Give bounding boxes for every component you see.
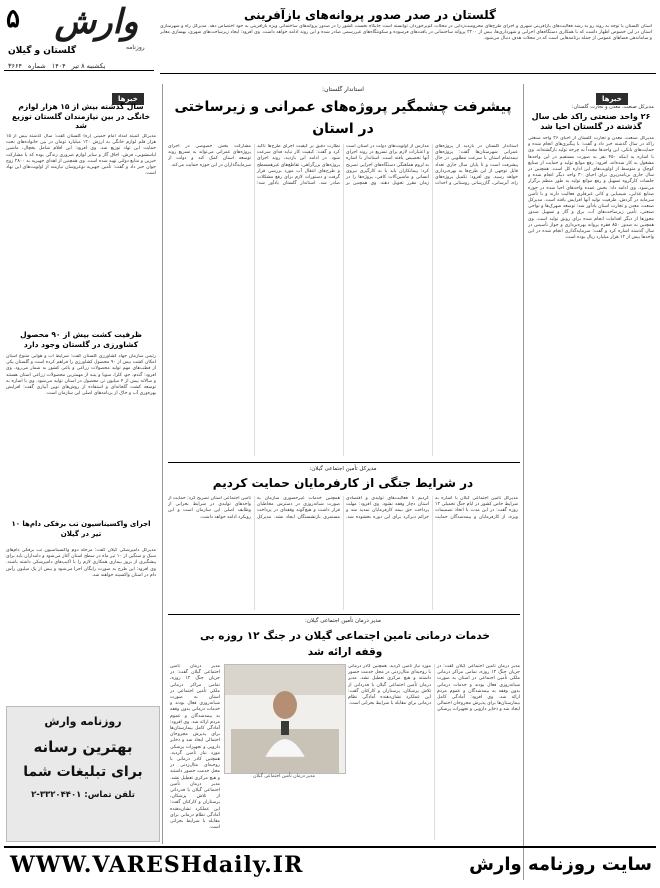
photo-caption: مدیر درمان تأمین اجتماعی گیلان <box>253 774 315 779</box>
middle-story-text: مدیرکل تأمین اجتماعی گیلان با اشاره به شرایط خاص کشور در ایام جنگ تحمیلی ۱۲ روزه گفت: در این مدت با اتخاذ تصمیمات ویژه، از کارفرمایان و بیمه‌شدگان حمایت کردیم تا فعالیت‌های تولیدی و اقتصادی استان دچار وقفه نشود. وی افزود: مهلت پرداخت حق بیمه کارفرمایان تمدید شد و جرائم دیرکرد برای این دوره بخشوده شد. همچنین خدمات غیرحضوری سازمان به صورت شبانه‌روزی در دسترس مخاطبان قرار داشت و هیچ‌گونه وقفه‌ای در پرداخت مستمری بازنشستگان ایجاد نشد. مدیرکل تأمین اجتماعی استان تصریح کرد: حمایت از واحدهای تولیدی در شرایط بحرانی از وظایف اصلی این سازمان است و این رویکرد ادامه خواهد داشت. <box>168 496 518 520</box>
right-story-text: مدیرکل صنعت، معدن و تجارت گلستان از احیای ۲۶ واحد صنعتی راکد در سال گذشته خبر داد و گفت: با پیگیری‌های انجام شده و حمایت‌های بانکی، این واحدها مجدداً به چرخه تولید بازگشته‌اند. وی با اشاره به اینکه ۴۵۰ نفر به صورت مستقیم در این واحدها مشغول به کار شده‌اند، افزود: رفع موانع تولید و حمایت از صنایع کوچک و متوسط از اولویت‌های این اداره کل است. همچنین در سال جاری برنامه‌ریزی برای احیای ۳۰ واحد دیگر انجام شده و جلسات کارگروه تسهیل و رفع موانع تولید به طور منظم برگزار می‌شود. وی ادامه داد: بخش عمده واحدهای احیا شده در حوزه صنایع غذایی، شیمیایی و کانی غیرفلزی فعالیت دارند و با تأمین سرمایه در گردش، ظرفیت تولید آنها افزایش یافته است. مدیرکل صنعت، معدن و تجارت استان یادآور شد: توسعه شهرک‌ها و نواحی صنعتی، تأمین زیرساخت‌های آب، برق و گاز و تسهیل صدور مجوزها از دیگر اقدامات انجام شده برای رونق تولید است. وی همچنین به صدور ۸۵۰ فقره پروانه بهره‌برداری و جواز تأسیس در سال گذشته اشاره کرد و گفت: سرمایه‌گذاری انجام شده در این واحدها بیش از ۱۲ هزار میلیارد ریال بوده است. <box>528 136 654 241</box>
top-story-text: استان گلستان با توجه به روند رو به رشد فعالیت‌های بازآفرینی شهری و اجرای طرح‌های محرومیت‌زدایی در محلات کم‌برخوردار، توانسته است جایگاه نخست کشور را در صدور پروانه‌های ساختمانی ویژه بازآفرینی به خود اختصاص دهد. مدیرکل راه و شهرسازی استان در این خصوص اظهار داشت که با همکاری دستگاه‌های اجرایی و شهرداری‌ها، بیش از ۲۲۰۰ پروانه ساختمانی در بافت‌های فرسوده و سکونتگاه‌های غیررسمی صادر شده و این روند ادامه خواهد داشت. وی افزود: ایجاد زیرساخت‌های شهری، بهسازی معابر و ساماندهی فضاهای عمومی از جمله برنامه‌هایی است که در محلات هدف دنبال می‌شود. <box>160 24 652 42</box>
right-kicker: مدیرکل صنعت، معدن و تجارت گلستان: <box>571 104 654 110</box>
middle-kicker: مدیرکل تأمین اجتماعی گیلان: <box>309 466 377 472</box>
ad-line1: بهترین رسانه <box>33 738 133 756</box>
ad-title: روزنامه وارش <box>44 715 122 728</box>
footer-site-label: سایت روزنامه وارش <box>469 854 652 875</box>
region-label: گلستان و گیلان <box>8 46 77 56</box>
ad-line2: برای تبلیغات شما <box>23 764 143 780</box>
ad-phone: تلفن تماس: ۳۳۲۰۴۴۰۱-۲ <box>31 790 135 800</box>
bottom-story-text-right: مدیر درمان تأمین اجتماعی گیلان گفت: در جریان جنگ ۱۲ روزه، تمامی مراکز درمانی ملکی تأمین اجتماعی در استان به صورت شبانه‌روزی فعال بودند و خدمات درمانی بدون وقفه به بیمه‌شدگان و عموم مردم ارائه شد. وی افزود: آمادگی کامل بیمارستان‌ها برای پذیرش مجروحان احتمالی ایجاد شد و ذخایر دارویی و تجهیزات پزشکی مورد نیاز تأمین گردید. همچنین کادر درمانی با روحیه‌ای مثال‌زدنی در محل خدمت حضور داشتند و هیچ مرکزی تعطیل نشد. مدیر درمان تأمین اجتماعی گیلان با قدردانی از تلاش پزشکان، پرستاران و کارکنان گفت: این عملکرد نشان‌دهنده آمادگی نظام درمانی برای مقابله با شرایط بحرانی است. <box>348 664 520 713</box>
top-headline: گلستان در صدر صدور پروانه‌های بازآفرینی <box>243 8 497 22</box>
left-story3-text: مدیرکل دامپزشکی گیلان گفت: مرحله دوم واکسیناسیون تب برفکی دام‌های سبک و سنگین از ۱۰ تیر ماه در سطح استان آغاز می‌شود و دامداران باید برای پیشگیری از بروز بیماری همکاری لازم را با اکیپ‌های دامپزشکی داشته باشند. وی افزود: این طرح به صورت رایگان اجرا می‌شود و بیش از یک میلیون رأس دام در استان واکسینه خواهند شد. <box>6 548 156 578</box>
center-kicker: استاندار گلستان: <box>322 86 364 93</box>
middle-headline: در شرایط جنگی از کارفرمایان حمایت کردیم <box>212 476 474 490</box>
center-story-text: استاندار گلستان در بازدید از پروژه‌های عمرانی شهرستان‌ها گفت: پروژه‌های نیمه‌تمام استان با سرعت مطلوبی در حال پیشرفت است و تا پایان سال جاری تعداد قابل توجهی از این طرح‌ها به بهره‌برداری خواهد رسید. وی افزود: تکمیل پروژه‌های راه، آبرسانی، گازرسانی روستایی و احداث مدارس از اولویت‌های دولت در استان است و اعتبارات لازم برای تسریع در روند اجرای آنها تخصیص یافته است. استاندار با اشاره به لزوم هماهنگی دستگاه‌های اجرایی تصریح کرد: پیمانکاران باید با به کارگیری نیروی انسانی و ماشین‌آلات کافی، پروژه‌ها را در زمان مقرر تحویل دهند. وی همچنین بر نظارت دقیق بر کیفیت اجرای طرح‌ها تأکید کرد و گفت: کیفیت کار نباید فدای سرعت شود. در ادامه این بازدید، روند اجرای پروژه‌های بزرگراهی، تقاطع‌های غیرهمسطح و طرح‌های انتقال آب مورد بررسی قرار گرفت و دستورات لازم برای رفع مشکلات صادر شد. استاندار گلستان یادآور شد: مشارکت بخش خصوصی در اجرای پروژه‌های عمرانی می‌تواند به تسریع روند توسعه استان کمک کند و دولت از سرمایه‌گذاران در این حوزه حمایت می‌کند. <box>168 144 518 187</box>
left-story1-headline: سال گذشته بیش از ۱۵ هزار لوازم خانگی در بین نیازمندان گلستان توزیع شد <box>12 102 150 130</box>
right-news-label: خبرها <box>596 86 628 105</box>
center-headline: پیشرفت چشمگیر پروژه‌های عمرانی و زیرساختی در استان <box>174 99 512 137</box>
footer-url[interactable]: WWW.VARESHdaily.IR <box>10 852 304 878</box>
top-divider <box>160 73 656 74</box>
left-news-label: خبرها <box>112 86 144 105</box>
ad-box <box>6 706 160 842</box>
logo: وارش <box>54 2 139 42</box>
left-story2-text: رئیس سازمان جهاد کشاورزی گلستان گفت: شرایط آب و هوایی متنوع استان امکان کشت بیش از ۹۰ محصول کشاورزی را فراهم کرده است و گلستان یکی از قطب‌های مهم تولید محصولات زراعی و باغی کشور به شمار می‌رود. وی افزود: گندم، جو، کلزا، سویا و پنبه از مهمترین محصولات زراعی استان هستند و سالانه بیش از ۴ میلیون تن محصول در استان تولید می‌شود. وی با اشاره به توسعه کشت گلخانه‌ای و استفاده از روش‌های نوین آبیاری گفت: افزایش بهره‌وری آب و خاک از برنامه‌های اصلی این سازمان است. <box>6 354 156 397</box>
issue-year: ۱۴۰۴ <box>51 62 66 70</box>
bottom-kicker: مدیر درمان تأمین اجتماعی گیلان: <box>305 618 381 624</box>
footer-divider <box>4 846 656 848</box>
left-story1-text: مدیرکل کمیته امداد امام خمینی (ره) گلستان گفت: سال گذشته بیش از ۱۵ هزار قلم لوازم خانگی به ارزش ۱۲۰ میلیارد تومان در بین خانواده‌های تحت حمایت این نهاد توزیع شد. وی افزود: این اقلام شامل یخچال، ماشین لباسشویی، فرش، اجاق گاز و سایر لوازم ضروری زندگی بوده که با مشارکت خیرین و منابع دولتی تهیه شده است. وی همچنین از اهدای جهیزیه به ۲۸۰۰ زوج جوان خبر داد و گفت: تأمین جهیزیه نوعروسان نیازمند از اولویت‌های این نهاد است. <box>6 134 156 177</box>
issue-date: یکشنبه ۸ تیر <box>71 62 106 70</box>
right-headline: ۲۶ واحد صنعتی راکد طی سال گذشته در گلستان احیا شد <box>531 112 651 131</box>
left-story2-headline: ظرفیت کشت بیش از ۹۰ محصول کشاورزی در گلستان وجود دارد <box>20 330 142 349</box>
issue-number: ۳۶۶۴ <box>8 62 22 70</box>
doctor-photo <box>224 664 346 774</box>
left-story3-headline: اجرای واکسیناسیون تب برفکی دام‌ها ۱۰ تیر در گیلان <box>11 520 151 538</box>
center-divider-1 <box>168 462 520 463</box>
logo-subtitle: روزنامه <box>126 44 145 51</box>
masthead-meta <box>8 62 105 70</box>
left-column-line <box>162 84 163 844</box>
page-number: ۵ <box>6 4 20 34</box>
masthead-divider <box>4 70 154 71</box>
bottom-headline: خدمات درمانی تامین اجتماعی گیلان در جنگ ۱۲ روزه بی وقفه ارائه شد <box>200 630 490 658</box>
issue-label: شماره <box>27 62 46 70</box>
bottom-story-text-left: مدیر درمان تأمین اجتماعی گیلان گفت: در جریان جنگ ۱۲ روزه، تمامی مراکز درمانی ملکی تأمین اجتماعی در استان به صورت شبانه‌روزی فعال بودند و خدمات درمانی بدون وقفه به بیمه‌شدگان و عموم مردم ارائه شد. وی افزود: آمادگی کامل بیمارستان‌ها برای پذیرش مجروحان احتمالی ایجاد شد و ذخایر دارویی و تجهیزات پزشکی مورد نیاز تأمین گردید. همچنین کادر درمانی با روحیه‌ای مثال‌زدنی در محل خدمت حضور داشتند و هیچ مرکزی تعطیل نشد. مدیر درمان تأمین اجتماعی گیلان با قدردانی از تلاش پزشکان، پرستاران و کارکنان گفت: این عملکرد نشان‌دهنده آمادگی نظام درمانی برای مقابله با شرایط بحرانی است. <box>170 664 220 831</box>
masthead <box>4 4 154 84</box>
center-divider-2 <box>168 614 520 615</box>
right-column-line <box>523 84 524 880</box>
